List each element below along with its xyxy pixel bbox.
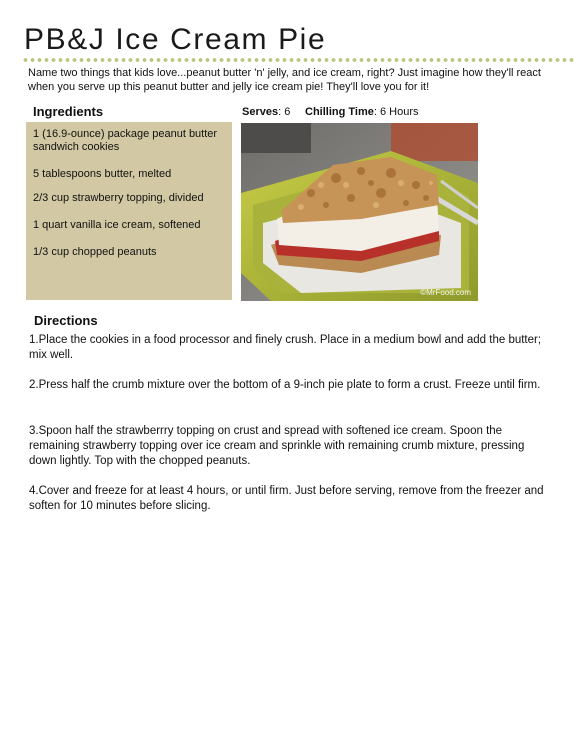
ingredient-item: 1/3 cup chopped peanuts <box>33 246 157 258</box>
ingredient-item: 1 quart vanilla ice cream, softened <box>33 219 201 231</box>
serves-info <box>242 106 290 118</box>
chilling-time-label: Chilling Time <box>305 106 374 118</box>
dotted-divider <box>22 57 574 63</box>
ingredient-item: 2/3 cup strawberry topping, divided <box>33 192 204 204</box>
page-title: PB&J Ice Cream Pie <box>24 23 327 56</box>
ingredients-heading: Ingredients <box>33 104 104 119</box>
ingredient-item: 5 tablespoons butter, melted <box>33 168 172 180</box>
direction-step: 1.Place the cookies in a food processor and finely crush. Place in a medium bowl and add the butter; mix well. <box>29 334 542 361</box>
ingredient-item: 1 (16.9-ounce) package peanut butter sandwich cookies <box>33 128 218 153</box>
direction-step: 2.Press half the crumb mixture over the bottom of a 9-inch pie plate to form a crust. Freeze until firm. <box>29 379 541 391</box>
chilling-time-value: : 6 Hours <box>373 106 419 118</box>
intro-text: Name two things that kids love...peanut butter 'n' jelly, and ice cream, right? Just imagine how they'll react when you serve up this peanut butter and jelly ice cream pie! They'll love you for it! <box>28 67 541 93</box>
serves-label: Serves <box>242 106 279 118</box>
directions-heading: Directions <box>34 313 98 328</box>
direction-step: 3.Spoon half the strawberrry topping on crust and spread with softened ice cream. Spoon the remaining strawberry topping over ice cream and sprinkle with remaining crumb mixture, pressing down lightly. Top with the chopped peanuts. <box>29 425 525 467</box>
pie-photo <box>241 123 478 301</box>
photo-credit: ©MrFood.com <box>420 288 471 297</box>
pie-illustration <box>241 123 478 301</box>
serves-value: : 6 <box>278 106 291 118</box>
direction-step: 4.Cover and freeze for at least 4 hours, or until firm. Just before serving, remove from the freezer and soften for 10 minutes before slicing. <box>29 485 544 512</box>
chilling-time-info <box>305 106 419 118</box>
